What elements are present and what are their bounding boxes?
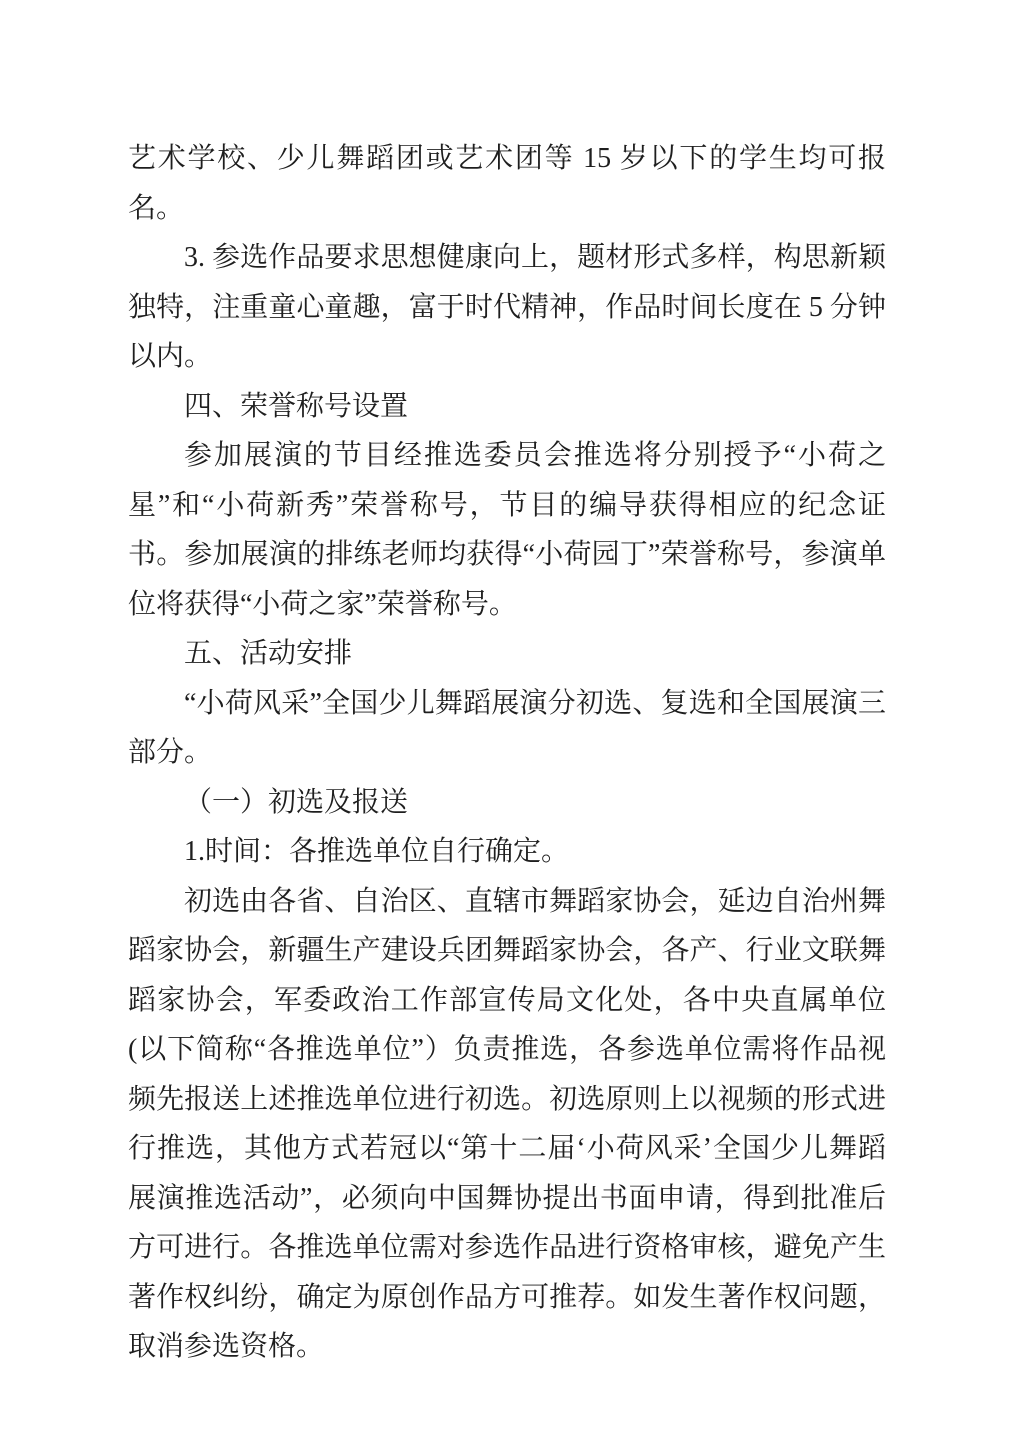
paragraph-item-3: 3. 参选作品要求思想健康向上，题材形式多样，构思新颖独特，注重童心童趣，富于时代精神，作品时间长度在 5 分钟以内。 xyxy=(128,242,886,372)
paragraph-preliminary-selection: 初选由各省、自治区、直辖市舞蹈家协会，延边自治州舞蹈家协会，新疆生产建设兵团舞蹈家协会，各产、行业文联舞蹈家协会，军委政治工作部宣传局文化处，各中央直属单位(以下简称“各推选单位”）负责推选，各参选单位需将作品视频先报送上述推选单位进行初选。初选原则上以视频的形式进行推选，其他方式若冠以“第十二届‘小荷风采’全国少儿舞蹈展演推选活动”，必须向中国舞协提出书面申请，得到批准后方可进行。各推选单位需对参选作品进行资格审核，避免产生著作权纠纷，确定为原创作品方可推荐。如发生著作权问题，取消参选资格。 xyxy=(128,885,886,1362)
paragraph-time: 1.时间：各推选单位自行确定。 xyxy=(184,836,570,867)
section-heading-5: 五、活动安排 xyxy=(184,638,353,669)
section-heading-4: 四、荣誉称号设置 xyxy=(184,390,409,422)
paragraph-continuation: 艺术学校、少儿舞蹈团或艺术团等 15 岁以下的学生均可报名。 xyxy=(128,143,886,224)
subsection-heading-1: （一）初选及报送 xyxy=(184,786,409,818)
paragraph-honor-titles: 参加展演的节目经推选委员会推选将分别授予“小荷之星”和“小荷新秀”荣誉称号，节目的编导获得相应的纪念证书。参加展演的排练老师均获得“小荷园丁”荣誉称号，参演单位将获得“小荷之家”荣誉称号。 xyxy=(128,440,886,620)
document-text-block xyxy=(128,134,886,1372)
paragraph-activity-parts: “小荷风采”全国少儿舞蹈展演分初选、复选和全国展演三部分。 xyxy=(128,687,886,768)
